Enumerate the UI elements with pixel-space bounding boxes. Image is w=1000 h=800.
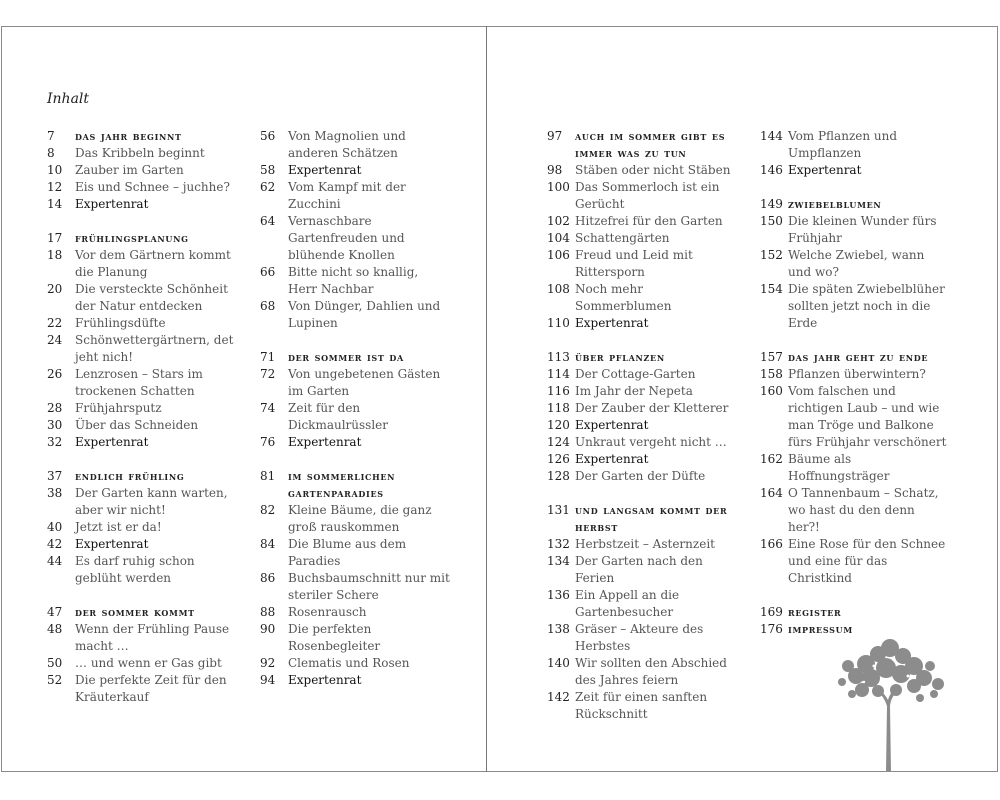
- toc-entry-title: Expertenrat: [575, 316, 649, 330]
- toc-entry: [47, 621, 237, 655]
- toc-entry: [260, 621, 450, 655]
- toc-entry: [260, 570, 450, 604]
- toc-entry-title: Zauber im Garten: [75, 163, 184, 177]
- toc-entry-title: Welche Zwiebel, wann und wo?: [788, 248, 925, 279]
- toc-entry: [47, 247, 237, 281]
- toc-entry-title: im sommerlichen gartenparadies: [288, 469, 396, 500]
- toc-entry-title: Noch mehr Sommerblumen: [575, 282, 672, 313]
- toc-page-number: 169: [760, 605, 783, 619]
- toc-entry-title: frühlingsplanung: [75, 231, 189, 245]
- toc-entry-title: Schönwettergärtnern, det jeht nich!: [75, 333, 234, 364]
- toc-entry-title: Vom falschen und richtigen Laub – und wie man Tröge und Balkone fürs Frühjahr verschönert: [788, 384, 947, 449]
- toc-section-heading: [47, 604, 237, 621]
- toc-page-number: 22: [47, 316, 63, 330]
- section-gap: [760, 179, 950, 196]
- toc-entry: [260, 179, 450, 213]
- toc-page-number: 126: [547, 452, 570, 466]
- toc-page-number: 64: [260, 214, 276, 228]
- toc-entry-title: endlich frühling: [75, 469, 185, 483]
- section-gap: [260, 332, 450, 349]
- toc-entry: [47, 485, 237, 519]
- toc-section-heading: [47, 230, 237, 247]
- toc-page-number: 82: [260, 503, 276, 517]
- toc-entry-title: Bäume als Hoffnungsträger: [788, 452, 890, 483]
- toc-page-number: 94: [260, 673, 276, 687]
- toc-page-number: 88: [260, 605, 276, 619]
- toc-page-number: 40: [47, 520, 63, 534]
- toc-entry-title: Die kleinen Wunder fürs Frühjahr: [788, 214, 937, 245]
- toc-page-number: 114: [547, 367, 570, 381]
- toc-entry-title: Die perfekten Rosenbegleiter: [288, 622, 381, 653]
- toc-entry: [760, 451, 950, 485]
- toc-entry-title: Rosenrausch: [288, 605, 367, 619]
- toc-entry: [547, 689, 737, 723]
- toc-entry-title: Expertenrat: [575, 418, 649, 432]
- toc-page-number: 146: [760, 163, 783, 177]
- toc-entry-title: Expertenrat: [75, 435, 149, 449]
- toc-entry-title: Bitte nicht so knallig, Herr Nachbar: [288, 265, 419, 296]
- toc-entry-title: Der Garten der Düfte: [575, 469, 706, 483]
- toc-entry-title: Die versteckte Schönheit der Natur entdecken: [75, 282, 228, 313]
- toc-entry-title: Expertenrat: [288, 435, 362, 449]
- toc-entry: [260, 264, 450, 298]
- toc-page-number: 142: [547, 690, 570, 704]
- toc-page-number: 113: [547, 350, 570, 364]
- toc-section-heading: [47, 468, 237, 485]
- toc-entry-title: Expertenrat: [288, 163, 362, 177]
- section-gap: [47, 587, 237, 604]
- toc-entry: [760, 162, 950, 179]
- toc-entry-title: Zeit für den Dickmaulrüssler: [288, 401, 389, 432]
- toc-entry-title: Unkraut vergeht nicht …: [575, 435, 727, 449]
- toc-entry-title: auch im sommer gibt es immer was zu tun: [575, 129, 726, 160]
- toc-entry-title: Die späten Zwiebelblüher sollten jetzt noch in die Erde: [788, 282, 945, 330]
- toc-entry-title: Vom Kampf mit der Zucchini: [288, 180, 406, 211]
- toc-page-number: 166: [760, 537, 783, 551]
- toc-entry: [47, 145, 237, 162]
- toc-entry-title: Pflanzen überwintern?: [788, 367, 926, 381]
- toc-entry-title: … und wenn er Gas gibt: [75, 656, 222, 670]
- section-gap: [47, 451, 237, 468]
- toc-entry-title: und langsam kommt der herbst: [575, 503, 728, 534]
- toc-page-number: 8: [47, 146, 55, 160]
- toc-entry: [260, 298, 450, 332]
- toc-page-number: 150: [760, 214, 783, 228]
- toc-page-number: 72: [260, 367, 276, 381]
- toc-page-number: 90: [260, 622, 276, 636]
- toc-entry: [760, 247, 950, 281]
- toc-page-number: 28: [47, 401, 63, 415]
- toc-page-number: 157: [760, 350, 783, 364]
- toc-entry: [547, 366, 737, 383]
- toc-entry: [547, 621, 737, 655]
- toc-page-number: 152: [760, 248, 783, 262]
- toc-page-number: 132: [547, 537, 570, 551]
- toc-page-number: 136: [547, 588, 570, 602]
- toc-page-number: 58: [260, 163, 276, 177]
- toc-entry: [547, 383, 737, 400]
- toc-entry: [47, 196, 237, 213]
- toc-entry-title: Der Zauber der Kletterer: [575, 401, 729, 415]
- toc-entry-title: Frühlingsdüfte: [75, 316, 166, 330]
- toc-entry: [547, 434, 737, 451]
- toc-entry: [47, 162, 237, 179]
- toc-page-number: 106: [547, 248, 570, 262]
- toc-entry-title: Ein Appell an die Gartenbesucher: [575, 588, 680, 619]
- toc-entry: [260, 400, 450, 434]
- toc-page-number: 18: [47, 248, 63, 262]
- toc-page-number: 71: [260, 350, 276, 364]
- toc-entry-title: Vom Pflanzen und Umpflanzen: [788, 129, 898, 160]
- toc-entry-title: Freud und Leid mit Rittersporn: [575, 248, 693, 279]
- section-gap: [260, 451, 450, 468]
- toc-entry-title: Von Dünger, Dahlien und Lupinen: [288, 299, 441, 330]
- toc-page-number: 56: [260, 129, 276, 143]
- toc-page-number: 44: [47, 554, 63, 568]
- toc-page-number: 26: [47, 367, 63, 381]
- toc-entry-title: Der Cottage-Garten: [575, 367, 696, 381]
- toc-entry: [47, 315, 237, 332]
- toc-page-number: 38: [47, 486, 63, 500]
- toc-entry: [47, 672, 237, 706]
- section-gap: [47, 213, 237, 230]
- toc-section-heading: [547, 349, 737, 366]
- toc-entry: [260, 434, 450, 451]
- toc-page-number: 120: [547, 418, 570, 432]
- toc-entry: [47, 434, 237, 451]
- toc-entry: [47, 400, 237, 417]
- toc-page-number: 97: [547, 129, 563, 143]
- toc-page-number: 20: [47, 282, 63, 296]
- toc-entry: [260, 162, 450, 179]
- toc-page-number: 110: [547, 316, 570, 330]
- toc-page-number: 32: [47, 435, 63, 449]
- toc-entry-title: Schattengärten: [575, 231, 670, 245]
- toc-page-number: 176: [760, 622, 783, 636]
- toc-entry-title: Jetzt ist er da!: [75, 520, 162, 534]
- toc-section-heading: [760, 349, 950, 366]
- toc-page-number: 7: [47, 129, 55, 143]
- toc-page-number: 108: [547, 282, 570, 296]
- toc-entry: [547, 417, 737, 434]
- toc-entry-title: Im Jahr der Nepeta: [575, 384, 693, 398]
- toc-page-number: 160: [760, 384, 783, 398]
- section-gap: [760, 587, 950, 604]
- toc-entry: [760, 383, 950, 451]
- toc-entry: [760, 281, 950, 332]
- toc-entry: [260, 502, 450, 536]
- toc-entry-title: Lenzrosen – Stars im trockenen Schatten: [75, 367, 203, 398]
- toc-entry-title: Von Magnolien und anderen Schätzen: [288, 129, 406, 160]
- toc-section-heading: [547, 128, 737, 162]
- toc-entry: [760, 536, 950, 587]
- book-gutter: [486, 26, 487, 772]
- toc-entry: [547, 213, 737, 230]
- toc-page-number: 149: [760, 197, 783, 211]
- toc-entry: [547, 553, 737, 587]
- toc-entry-title: Vor dem Gärtnern kommt die Planung: [75, 248, 231, 279]
- section-gap: [547, 332, 737, 349]
- toc-entry-title: der sommer kommt: [75, 605, 195, 619]
- toc-section-heading: [260, 468, 450, 502]
- toc-entry: [47, 553, 237, 587]
- toc-entry-title: Herbstzeit – Asternzeit: [575, 537, 715, 551]
- toc-section-heading: [760, 196, 950, 213]
- toc-entry: [260, 655, 450, 672]
- toc-entry-title: Es darf ruhig schon geblüht werden: [75, 554, 195, 585]
- toc-page-number: 104: [547, 231, 570, 245]
- toc-page-number: 86: [260, 571, 276, 585]
- toc-entry: [760, 485, 950, 536]
- toc-column-1: [47, 128, 237, 706]
- toc-entry-title: zwiebelblumen: [788, 197, 882, 211]
- toc-page-number: 164: [760, 486, 783, 500]
- toc-entry-title: Die perfekte Zeit für den Kräuterkauf: [75, 673, 227, 704]
- toc-page-number: 14: [47, 197, 63, 211]
- toc-page-number: 128: [547, 469, 570, 483]
- toc-page-number: 158: [760, 367, 783, 381]
- toc-entry: [547, 315, 737, 332]
- toc-entry: [760, 213, 950, 247]
- toc-entry-title: impressum: [788, 622, 853, 636]
- tree-illustration: [826, 636, 950, 772]
- toc-entry: [47, 519, 237, 536]
- toc-entry: [547, 587, 737, 621]
- toc-page-number: 102: [547, 214, 570, 228]
- toc-page-number: 76: [260, 435, 276, 449]
- toc-entry: [260, 128, 450, 162]
- toc-entry: [260, 213, 450, 264]
- toc-entry: [47, 655, 237, 672]
- toc-entry-title: Expertenrat: [788, 163, 862, 177]
- toc-column-4: [760, 128, 950, 638]
- toc-entry-title: über pflanzen: [575, 350, 665, 364]
- toc-entry: [760, 366, 950, 383]
- toc-entry: [260, 366, 450, 400]
- toc-column-2: [260, 128, 450, 689]
- toc-entry: [547, 179, 737, 213]
- toc-entry: [47, 332, 237, 366]
- toc-entry: [547, 536, 737, 553]
- toc-page-number: 116: [547, 384, 570, 398]
- toc-entry: [547, 230, 737, 247]
- toc-entry-title: Die Blume aus dem Paradies: [288, 537, 407, 568]
- toc-page-number: 50: [47, 656, 63, 670]
- toc-entry: [260, 536, 450, 570]
- toc-page-number: 12: [47, 180, 63, 194]
- toc-page-number: 66: [260, 265, 276, 279]
- toc-page-number: 134: [547, 554, 570, 568]
- toc-page-number: 144: [760, 129, 783, 143]
- toc-page-number: 17: [47, 231, 63, 245]
- toc-page-number: 47: [47, 605, 63, 619]
- toc-entry: [547, 247, 737, 281]
- toc-entry-title: O Tannenbaum – Schatz, wo hast du den denn her?!: [788, 486, 939, 534]
- toc-page-number: 10: [47, 163, 63, 177]
- toc-page-number: 42: [47, 537, 63, 551]
- toc-page-number: 84: [260, 537, 276, 551]
- toc-entry-title: Eis und Schnee – juchhe?: [75, 180, 230, 194]
- toc-column-3: [547, 128, 737, 723]
- toc-page-number: 48: [47, 622, 63, 636]
- toc-page-number: 92: [260, 656, 276, 670]
- toc-entry: [260, 672, 450, 689]
- toc-section-heading: [547, 502, 737, 536]
- toc-section-heading: [760, 604, 950, 621]
- toc-page-number: 98: [547, 163, 563, 177]
- toc-entry-title: Expertenrat: [75, 197, 149, 211]
- toc-page-number: 30: [47, 418, 63, 432]
- toc-entry-title: Der Garten nach den Ferien: [575, 554, 703, 585]
- toc-page-number: 138: [547, 622, 570, 636]
- toc-entry-title: der sommer ist da: [288, 350, 404, 364]
- toc-page-number: 118: [547, 401, 570, 415]
- toc-page-number: 24: [47, 333, 63, 347]
- toc-entry: [260, 604, 450, 621]
- toc-page-number: 74: [260, 401, 276, 415]
- toc-entry: [47, 536, 237, 553]
- toc-entry-title: Expertenrat: [75, 537, 149, 551]
- toc-entry-title: Clematis und Rosen: [288, 656, 410, 670]
- toc-page-number: 68: [260, 299, 276, 313]
- section-gap: [547, 485, 737, 502]
- toc-entry-title: Eine Rose für den Schnee und eine für das Christkind: [788, 537, 946, 585]
- toc-entry-title: Vernaschbare Gartenfreuden und blühende Knollen: [288, 214, 405, 262]
- toc-page-number: 37: [47, 469, 63, 483]
- toc-entry-title: Buchsbaumschnitt nur mit steriler Schere: [288, 571, 450, 602]
- toc-entry-title: Das Kribbeln beginnt: [75, 146, 205, 160]
- toc-entry-title: Der Garten kann warten, aber wir nicht!: [75, 486, 228, 517]
- toc-page-number: 100: [547, 180, 570, 194]
- toc-entry-title: das jahr beginnt: [75, 129, 182, 143]
- toc-entry: [47, 281, 237, 315]
- toc-entry-title: Das Sommerloch ist ein Gerücht: [575, 180, 720, 211]
- toc-entry: [760, 128, 950, 162]
- toc-entry-title: Hitzefrei für den Garten: [575, 214, 723, 228]
- toc-entry: [547, 281, 737, 315]
- toc-entry-title: Expertenrat: [288, 673, 362, 687]
- toc-entry-title: Wenn der Frühling Pause macht …: [75, 622, 230, 653]
- toc-section-heading: [47, 128, 237, 145]
- toc-entry-title: Über das Schneiden: [75, 418, 199, 432]
- toc-entry-title: Stäben oder nicht Stäben: [575, 163, 731, 177]
- toc-page-number: 124: [547, 435, 570, 449]
- toc-entry: [547, 468, 737, 485]
- toc-entry-title: Frühjahrsputz: [75, 401, 162, 415]
- toc-page-number: 154: [760, 282, 783, 296]
- toc-section-heading: [260, 349, 450, 366]
- toc-page-number: 162: [760, 452, 783, 466]
- toc-entry-title: das jahr geht zu ende: [788, 350, 929, 364]
- toc-entry: [547, 162, 737, 179]
- section-gap: [760, 332, 950, 349]
- toc-entry: [547, 451, 737, 468]
- toc-page-number: 140: [547, 656, 570, 670]
- toc-entry-title: Gräser – Akteure des Herbstes: [575, 622, 704, 653]
- toc-page-number: 131: [547, 503, 570, 517]
- toc-entry: [47, 417, 237, 434]
- toc-entry: [47, 366, 237, 400]
- toc-entry-title: Von ungebetenen Gästen im Garten: [288, 367, 441, 398]
- toc-entry: [547, 655, 737, 689]
- toc-entry-title: Wir sollten den Abschied des Jahres feiern: [575, 656, 727, 687]
- toc-page-number: 62: [260, 180, 276, 194]
- toc-page-number: 81: [260, 469, 276, 483]
- toc-entry-title: register: [788, 605, 842, 619]
- toc-entry-title: Zeit für einen sanften Rückschnitt: [575, 690, 708, 721]
- toc-page-number: 52: [47, 673, 63, 687]
- toc-entry: [547, 400, 737, 417]
- toc-entry: [47, 179, 237, 196]
- page-title: Inhalt: [47, 91, 90, 107]
- toc-entry-title: Kleine Bäume, die ganz groß rauskommen: [288, 503, 432, 534]
- toc-entry-title: Expertenrat: [575, 452, 649, 466]
